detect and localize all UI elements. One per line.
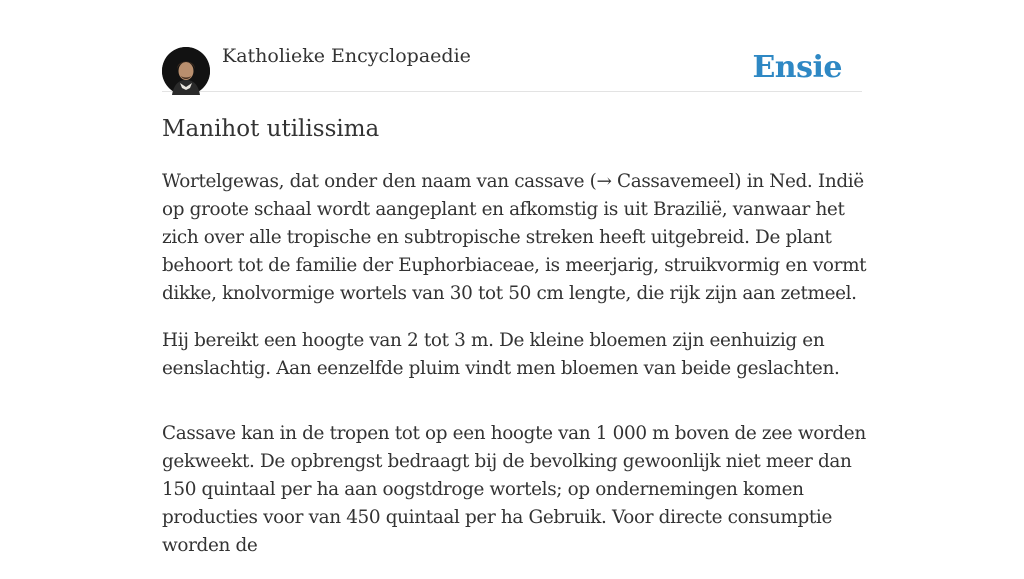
article-body (162, 168, 872, 579)
brand-logo[interactable]: Ensie (752, 50, 842, 85)
paragraph: Cassave kan in de tropen tot op een hoogte van 1 000 m boven de zee worden gekweekt. De opbrengst bedraagt bij de bevolking gewoonlijk niet meer dan 150 quintaal per ha aan oogstdroge wortels; op ondernemingen komen producties voor van 450 quintaal per ha Gebruik. Voor directe consumptie worden de (162, 423, 866, 556)
header (162, 0, 862, 92)
paragraph: Wortelgewas, dat onder den naam van cassave (→ Cassavemeel) in Ned. Indië op groote schaal wordt aangeplant en afkomstig is uit Brazilië, vanwaar het zich over alle tropische en subtropische streken heeft uitgebreid. De plant behoort tot de familie der Euphorbiaceae, is meerjarig, struikvormig en vormt dikke, knolvormige wortels van 30 tot 50 cm lengte, die rijk zijn aan zetmeel. (162, 171, 867, 304)
page-title: Manihot utilissima (162, 116, 380, 142)
portrait-avatar-icon[interactable] (162, 47, 210, 95)
paragraph: Hij bereikt een hoogte van 2 tot 3 m. De kleine bloemen zijn eenhuizig en eenslachtig. Aan eenzelfde pluim vindt men bloemen van beide geslachten. (162, 330, 840, 379)
content-container (162, 0, 867, 556)
source-name[interactable]: Katholieke Encyclopaedie (222, 45, 471, 67)
